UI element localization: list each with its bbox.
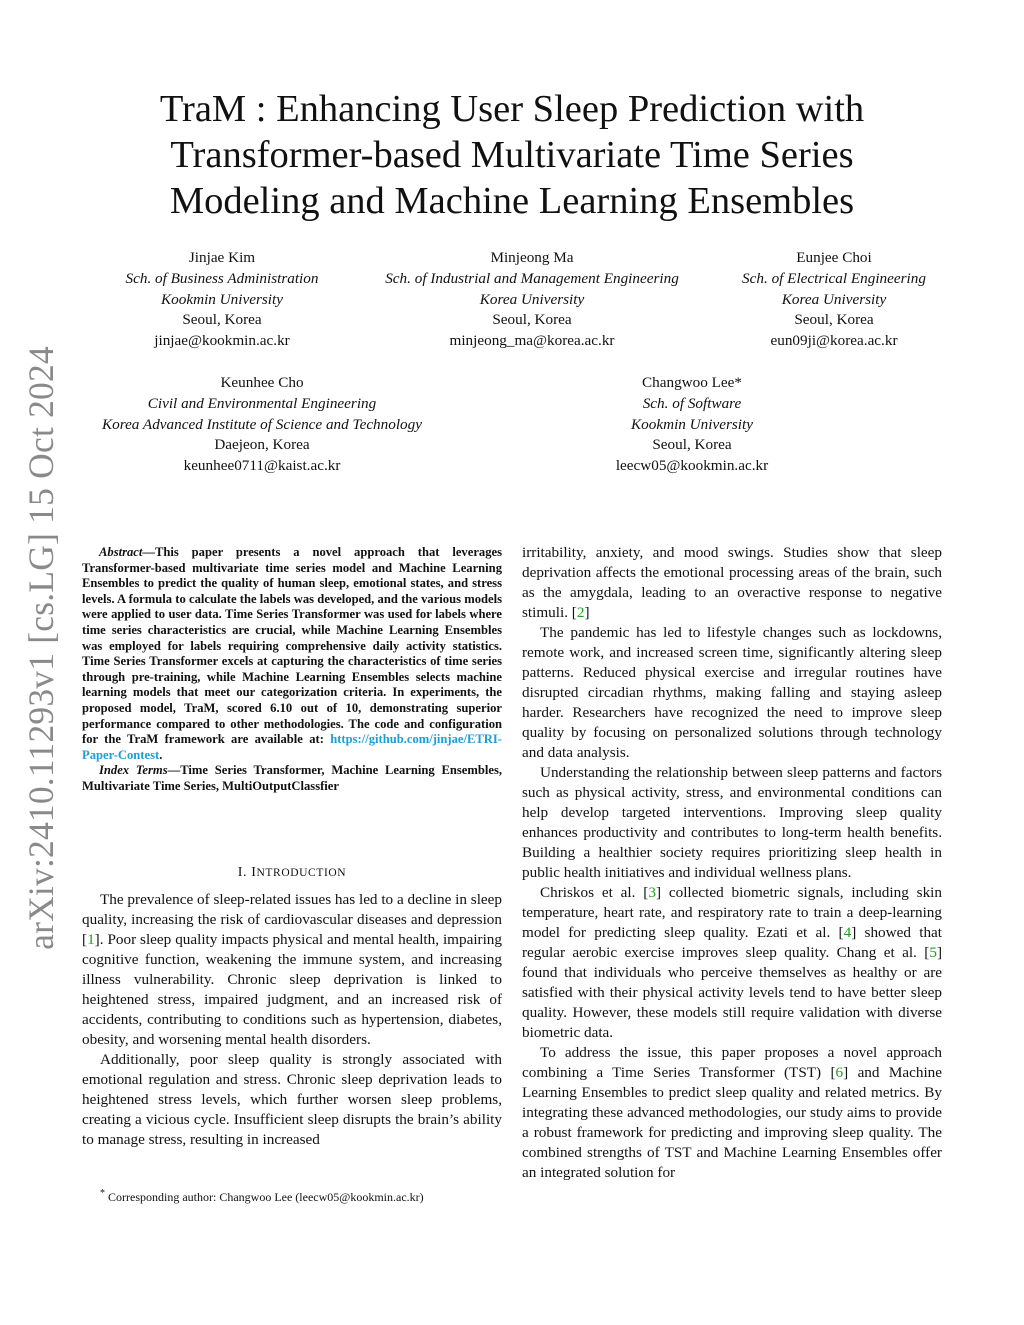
author-dept: Sch. of Electrical Engineering [742, 269, 926, 287]
abstract [82, 545, 502, 795]
text-run: irritability, anxiety, and mood swings. Studies show that sleep deprivation affects the emotional processing areas of the brain, such as the amygdala, leading to an overactive response to negative stimuli. [ [522, 544, 942, 621]
code-link[interactable]: https://github.com/jinjae/ETRI-Paper-Contest [82, 732, 502, 762]
paragraph: Understanding the relationship between sleep patterns and factors such as physical activity, stress, and environmental conditions can help develop targeted interventions. Improving sleep quality enhances productivity and contributes to long-term health benefits. Building a healthier society requires prioritizing sleep health in public health initiatives and individual wellness plans. [522, 764, 942, 881]
citation-link[interactable]: 4 [843, 924, 852, 941]
author-email: jinjae@kookmin.ac.kr [154, 332, 290, 350]
citation-link[interactable]: 5 [929, 944, 937, 961]
citation-link[interactable]: 1 [87, 931, 95, 948]
paper-title: TraM : Enhancing User Sleep Prediction with Transformer-based Multivariate Time Series Modeling and Machine Learning Ensembles [159, 88, 865, 222]
section-title-cap: I [251, 865, 257, 880]
author-city: Seoul, Korea [652, 436, 732, 454]
index-terms-label: Index Terms [99, 763, 168, 778]
author-block [572, 373, 812, 477]
footnote-mark: * [100, 1188, 105, 1199]
paragraph [522, 1043, 942, 1183]
paragraph [522, 543, 942, 623]
footnote [82, 1186, 502, 1205]
author-org: Korea Advanced Institute of Science and Technology [102, 415, 422, 433]
author-block [82, 248, 362, 352]
author-block [72, 373, 452, 477]
left-column-body [82, 890, 502, 1150]
paragraph: The pandemic has led to lifestyle changes such as lockdowns, remote work, and increased screen time, significantly altering sleep patterns. Reduced physical exercise and irregular routines have disrupted circadian rhythms, making falling and staying asleep harder. Researchers have recognized the need to improve sleep quality by focusing on personalized solutions through technology and data analysis. [522, 624, 942, 761]
text-run: ] showed that regular aerobic exercise improves sleep quality. Chang et al. [ [522, 924, 943, 961]
author-dept: Civil and Environmental Engineering [147, 394, 377, 412]
text-run: ] [584, 604, 590, 621]
citation-link[interactable]: 6 [835, 1064, 844, 1081]
citation-link[interactable]: 3 [648, 884, 656, 901]
section-heading [82, 865, 502, 881]
section-title-rest: NTRODUCTION [256, 867, 347, 879]
author-block [718, 248, 950, 352]
text-run: ] found that individuals who perceive themselves as healthy or are satisfied with their physical activity levels tend to have better sleep quality. However, these models still require validation with diverse biometric data. [522, 944, 942, 1041]
author-block [362, 248, 702, 352]
text-run: ] collected biometric signals, including skin temperature, heart rate, and respiratory rate to train a deep-learning model for predicting sleep quality. Ezati et al. [ [522, 884, 942, 941]
author-name: Eunjee Choi [796, 249, 872, 266]
footnote-text: Corresponding author: Changwoo Lee (leecw05@kookmin.ac.kr) [108, 1190, 424, 1204]
author-name: Keunhee Cho [220, 374, 304, 391]
section-number: I. [237, 865, 252, 880]
paragraph [82, 890, 502, 1050]
author-city: Seoul, Korea [794, 311, 874, 329]
right-column-body [522, 543, 942, 1183]
author-city: Daejeon, Korea [214, 436, 310, 454]
author-email: minjeong_ma@korea.ac.kr [449, 332, 615, 350]
text-run: To address the issue, this paper proposes a novel approach combining a Time Series Transformer (TST) [ [522, 1044, 942, 1081]
paragraph [522, 883, 942, 1043]
text-run: ]. Poor sleep quality impacts physical and mental health, impairing cognitive function, weakening the immune system, and increasing illness vulnerability. Chronic sleep deprivation is linked to heightened stress, impaired judgment, and an increased risk of accidents, contributing to conditions such as hypertension, diabetes, obesity, and worsening mental health disorders. [82, 931, 502, 1048]
author-name: Changwoo Lee* [642, 374, 742, 391]
author-city: Seoul, Korea [492, 311, 572, 329]
citation-link[interactable]: 2 [576, 604, 585, 621]
paragraph: Additionally, poor sleep quality is strongly associated with emotional regulation and stress. Chronic sleep deprivation leads to heightened stress levels, which further worsen sleep problems, creating a vicious cycle. Insufficient sleep disrupts the brain’s ability to manage stress, resulting in increased [82, 1051, 502, 1148]
abstract-end: . [159, 747, 163, 762]
abstract-text: —This paper presents a novel approach that leverages Transformer-based multivariate time series model and Machine Learning Ensembles to predict the quality of human sleep, emotional states, and stress levels. A formula to calculate the labels was developed, and the various models were applied to user data. Time Series Transformer was used for labels where time series characteristics are crucial, while Machine Learning Ensembles was employed for labels requiring comprehensive daily activity statistics. Time Series Transformer excels at capturing the characteristics of time series through pre-training, while Machine Learning Ensembles selects machine learning models that meet our categorization criteria. In experiments, the proposed model, TraM, scored 6.10 out of 10, demonstrating superior performance compared to other methodologies. The code and configuration for the TraM framework are available at: [82, 545, 502, 747]
text-run: Chriskos et al. [ [540, 884, 649, 901]
author-dept: Sch. of Industrial and Management Engineering [385, 269, 679, 287]
author-org: Kookmin University [161, 290, 283, 308]
author-email: leecw05@kookmin.ac.kr [615, 457, 769, 475]
author-email: eun09ji@korea.ac.kr [770, 332, 898, 350]
abstract-label: Abstract [99, 545, 143, 559]
author-dept: Sch. of Software [642, 394, 742, 412]
text-run: The prevalence of sleep-related issues has led to a decline in sleep quality, increasing the risk of cardiovascular diseases and depression [ [82, 891, 502, 948]
author-org: Korea University [479, 290, 585, 308]
index-terms-text: —Time Series Transformer, Machine Learning Ensembles, Multivariate Time Series, MultiOutputClassfier [82, 763, 503, 793]
arxiv-stamp: arXiv:2410.11293v1 [cs.LG] 15 Oct 2024 [20, 345, 61, 950]
author-name: Minjeong Ma [490, 249, 574, 266]
author-org: Kookmin University [631, 415, 753, 433]
text-run: ] and Machine Learning Ensembles to predict sleep quality and related metrics. By integrating these advanced methodologies, our study aims to provide a robust framework for predicting and improving sleep quality. The combined strengths of TST and Machine Learning Ensembles offer an integrated solution for [522, 1064, 942, 1181]
author-city: Seoul, Korea [182, 311, 262, 329]
index-terms [82, 763, 502, 794]
author-org: Korea University [781, 290, 887, 308]
author-dept: Sch. of Business Administration [125, 269, 319, 287]
author-email: keunhee0711@kaist.ac.kr [183, 457, 341, 475]
author-name: Jinjae Kim [188, 249, 256, 266]
